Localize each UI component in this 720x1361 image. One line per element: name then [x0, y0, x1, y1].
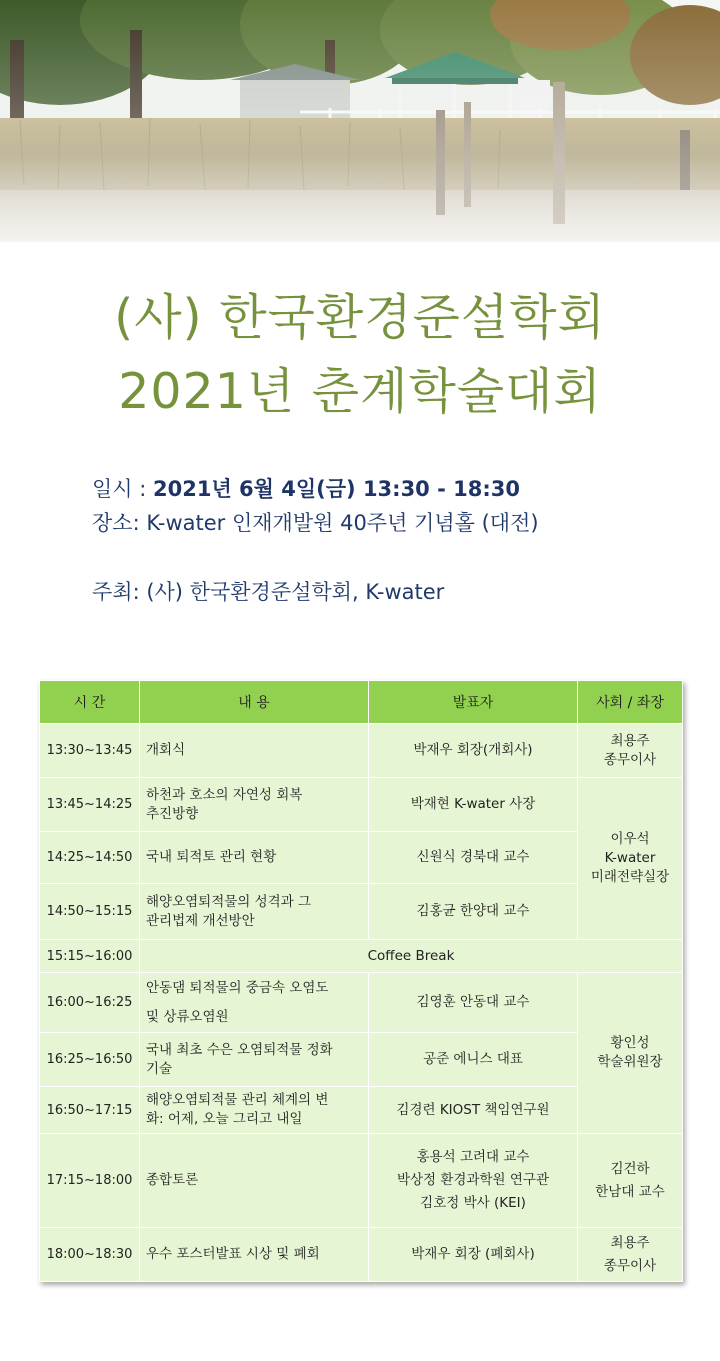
row-time: 17:15~18:00 [40, 1134, 140, 1228]
row-coffee-break: Coffee Break [140, 940, 683, 973]
date-value: 2021년 6월 4일(금) 13:30 - 18:30 [153, 477, 520, 501]
host-value: (사) 한국환경준설학회, K-water [146, 580, 445, 604]
event-title-line-1: (사) 한국환경준설학회 [114, 289, 606, 346]
row-time: 13:30~13:45 [40, 724, 140, 778]
row-speaker: 홍용석 고려대 교수 박상정 환경과학원 연구관 김호정 박사 (KEI) [369, 1134, 578, 1228]
row-time: 14:25~14:50 [40, 832, 140, 884]
row-time: 14:50~15:15 [40, 884, 140, 940]
row-time: 16:00~16:25 [40, 973, 140, 1033]
row-speaker: 박재우 회장(개회사) [369, 724, 578, 778]
table-row [40, 724, 683, 778]
table-row [40, 1134, 683, 1228]
header-speaker: 발표자 [369, 681, 578, 724]
row-speaker: 박재현 K-water 사장 [369, 778, 578, 832]
header-content: 내 용 [140, 681, 369, 724]
place-value: K-water 인재개발원 40주년 기념홀 (대전) [146, 511, 539, 535]
row-content: 안동댐 퇴적물의 중금속 오염도 및 상류오염원 [140, 973, 369, 1033]
row-content: 국내 최초 수은 오염퇴적물 정화 기술 [140, 1033, 369, 1087]
table-header-row [40, 681, 683, 724]
table-row [40, 973, 683, 1033]
row-content: 우수 포스터발표 시상 및 폐회 [140, 1228, 369, 1282]
host-label: 주최: [92, 580, 147, 604]
row-speaker: 김홍균 한양대 교수 [369, 884, 578, 940]
row-speaker: 공준 에니스 대표 [369, 1033, 578, 1087]
event-date [92, 474, 520, 504]
event-title-line-2: 2021년 춘계학술대회 [118, 363, 602, 420]
row-chair: 이우석 K-water 미래전략실장 [578, 778, 683, 940]
table-row [40, 940, 683, 973]
row-speaker: 김경련 KIOST 책임연구원 [369, 1087, 578, 1134]
row-content: 하천과 호소의 자연성 회복 추진방향 [140, 778, 369, 832]
row-time: 13:45~14:25 [40, 778, 140, 832]
row-speaker: 김영훈 안동대 교수 [369, 973, 578, 1033]
table-row [40, 778, 683, 832]
date-label: 일시 : [92, 477, 153, 501]
event-host [92, 577, 444, 607]
row-content: 종합토론 [140, 1134, 369, 1228]
row-time: 18:00~18:30 [40, 1228, 140, 1282]
row-speaker: 신원식 경북대 교수 [369, 832, 578, 884]
place-label: 장소: [92, 511, 147, 535]
schedule-table [39, 680, 683, 1282]
row-chair: 황인성 학술위원장 [578, 973, 683, 1134]
row-content: 해양오염퇴적물의 성격과 그 관리법제 개선방안 [140, 884, 369, 940]
header-chair: 사회 / 좌장 [578, 681, 683, 724]
header-time: 시 간 [40, 681, 140, 724]
row-time: 15:15~16:00 [40, 940, 140, 973]
row-speaker: 박재우 회장 (폐회사) [369, 1228, 578, 1282]
row-time: 16:25~16:50 [40, 1033, 140, 1087]
event-place [92, 508, 539, 538]
row-content: 국내 퇴적토 관리 현황 [140, 832, 369, 884]
row-chair: 김건하 한남대 교수 [578, 1134, 683, 1228]
row-chair: 최용주 종무이사 [578, 1228, 683, 1282]
header-photo [0, 0, 720, 242]
row-chair: 최용주 종무이사 [578, 724, 683, 778]
row-time: 16:50~17:15 [40, 1087, 140, 1134]
table-row [40, 1228, 683, 1282]
row-content: 개회식 [140, 724, 369, 778]
row-content: 해양오염퇴적물 관리 체계의 변 화: 어제, 오늘 그리고 내일 [140, 1087, 369, 1134]
